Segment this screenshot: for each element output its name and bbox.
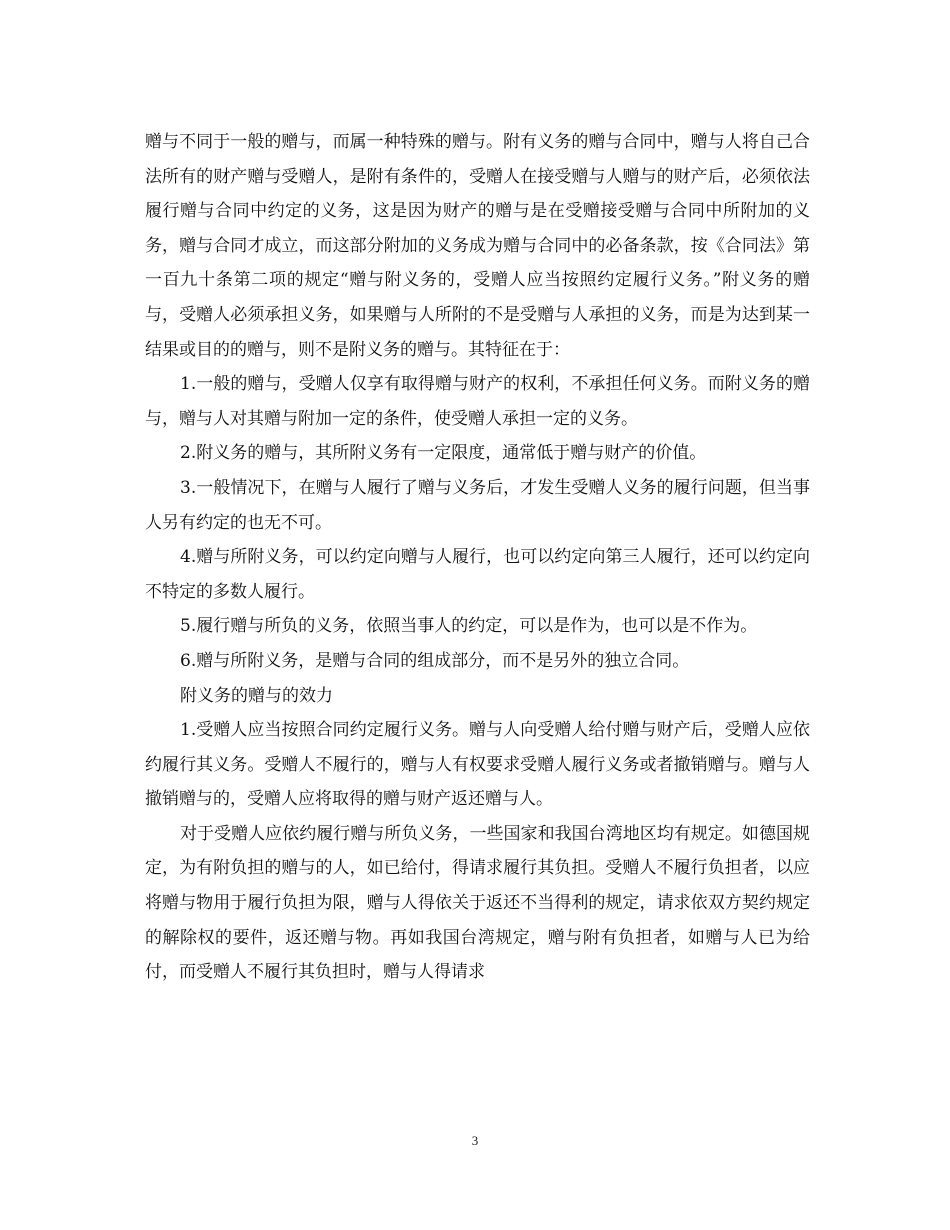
page-number: 3 — [471, 1133, 479, 1148]
section-heading: 附义务的赠与的效力 — [180, 685, 333, 706]
paragraph-foreign-law: 对于受赠人应依约履行赠与所负义务，一些国家和我国台湾地区均有规定。如德国规定，为有附负担的赠与的人，如已给付，得请求履行其负担。受赠人不履行负担者，以应将赠与物用于履行负担为限，赠与人得依关于返还不当得利的规定，请求依双方契约规定的解除权的要件，返还赠与物。再如我国台湾规定，赠与附有负担者，如赠与人已为给付，而受赠人不履行其负担时，赠与人得请求 — [145, 823, 810, 983]
paragraph-effect-1: 1.受赠人应当按照合同约定履行义务。赠与人向受赠人给付赠与财产后，受赠人应依约履行其义务。受赠人不履行的，赠与人有权要求受赠人履行义务或者撤销赠与。赠与人撤销赠与的，受赠人应将取得的赠与财产返还赠与人。 — [145, 720, 810, 810]
paragraph-intro: 赠与不同于一般的赠与，而属一种特殊的赠与。附有义务的赠与合同中，赠与人将自己合法所有的财产赠与受赠人，是附有条件的，受赠人在接受赠与人赠与的财产后，必须依法履行赠与合同中约定的义务，这是因为财产的赠与是在受赠接受赠与合同中所附加的义务，赠与合同才成立，而这部分附加的义务成为赠与合同中的必备条款，按《合同法》第一百九十条第二项的规定“赠与附义务的，受赠人应当按照约定履行义务。”附义务的赠与，受赠人必须承担义务，如果赠与人所附的不是受赠与人承担的义务，而是为达到某一结果或目的的赠与，则不是附义务的赠与。其特征在于： — [145, 132, 810, 360]
paragraph-feature-1: 1.一般的赠与，受赠人仅享有取得赠与财产的权利，不承担任何义务。而附义务的赠与，赠与人对其赠与附加一定的条件，使受赠人承担一定的义务。 — [145, 374, 810, 429]
paragraph-feature-2: 2.附义务的赠与，其所附义务有一定限度，通常低于赠与财产的价值。 — [180, 443, 707, 464]
paragraph-feature-4: 4.赠与所附义务，可以约定向赠与人履行，也可以约定向第三人履行，还可以约定向不特定的多数人履行。 — [145, 547, 810, 602]
document-body — [145, 125, 810, 990]
paragraph-feature-5: 5.履行赠与所负的义务，依照当事人的约定，可以是作为，也可以是不作为。 — [180, 616, 758, 637]
paragraph-feature-3: 3.一般情况下，在赠与人履行了赠与义务后，才发生受赠人义务的履行问题，但当事人另有约定的也无不可。 — [145, 477, 810, 533]
paragraph-feature-6: 6.赠与所附义务，是赠与合同的组成部分，而不是另外的独立合同。 — [180, 650, 690, 671]
